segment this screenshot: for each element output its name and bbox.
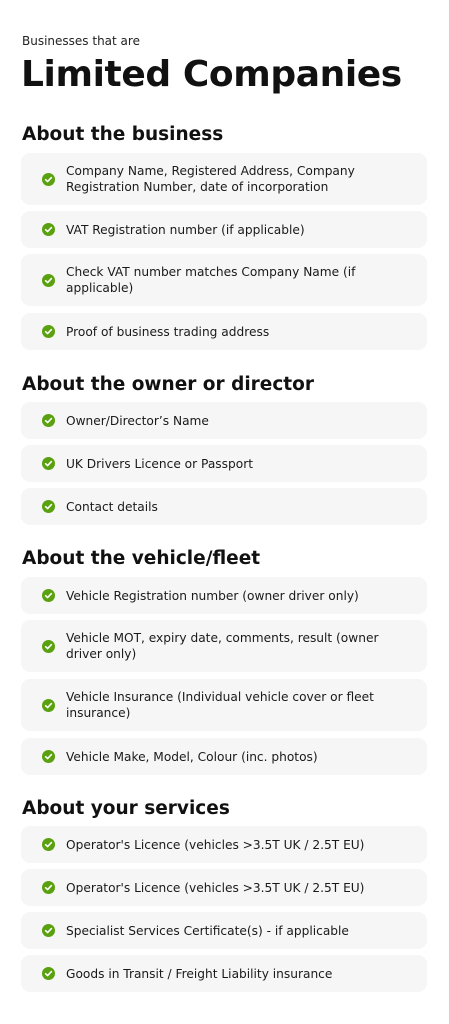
check-icon bbox=[42, 967, 55, 980]
section-heading-business: About the business bbox=[22, 124, 224, 145]
list-item bbox=[21, 402, 427, 439]
section-heading-services: About your services bbox=[22, 798, 230, 819]
list-item bbox=[21, 826, 427, 863]
list-item-label: Goods in Transit / Freight Liability insurance bbox=[66, 966, 333, 981]
list-item-label: Specialist Services Certificate(s) - if applicable bbox=[66, 923, 349, 938]
list-item-label: Operator's Licence (vehicles >3.5T UK / 2.5T EU) bbox=[66, 880, 365, 895]
section-heading-vehicle: About the vehicle/fleet bbox=[22, 548, 261, 569]
list-item bbox=[21, 445, 427, 482]
list-item bbox=[21, 620, 427, 672]
check-icon bbox=[42, 173, 55, 186]
list-item-label: Operator's Licence (vehicles >3.5T UK / 2.5T EU) bbox=[66, 837, 365, 852]
check-icon bbox=[42, 699, 55, 712]
list-item-label: Vehicle MOT, expiry date, comments, result (owner driver only) bbox=[66, 631, 379, 661]
list-item-label: Proof of business trading address bbox=[66, 324, 270, 339]
list-item bbox=[21, 153, 427, 205]
check-icon bbox=[42, 414, 55, 427]
list-item bbox=[21, 211, 427, 248]
check-icon bbox=[42, 924, 55, 937]
check-icon bbox=[42, 274, 55, 287]
list-item bbox=[21, 254, 427, 306]
list-item bbox=[21, 912, 427, 949]
check-icon bbox=[42, 223, 55, 236]
list-item bbox=[21, 488, 427, 525]
list-item bbox=[21, 313, 427, 350]
page-title: Limited Companies bbox=[21, 54, 402, 95]
list-item bbox=[21, 869, 427, 906]
list-item-label: Vehicle Registration number (owner driver only) bbox=[66, 588, 359, 603]
list-item-label: UK Drivers Licence or Passport bbox=[66, 456, 253, 471]
list-item-label: Contact details bbox=[66, 499, 158, 514]
list-item bbox=[21, 955, 427, 992]
list-item-label: Owner/Director’s Name bbox=[66, 413, 209, 428]
check-icon bbox=[42, 838, 55, 851]
pre-title: Businesses that are bbox=[22, 34, 140, 48]
check-icon bbox=[42, 881, 55, 894]
list-item-label: Company Name, Registered Address, Company Registration Number, date of incorporation bbox=[66, 164, 355, 194]
check-icon bbox=[42, 500, 55, 513]
list-item-label: Check VAT number matches Company Name (if applicable) bbox=[66, 265, 356, 295]
check-icon bbox=[42, 457, 55, 470]
check-icon bbox=[42, 325, 55, 338]
check-icon bbox=[42, 750, 55, 763]
list-item-label: VAT Registration number (if applicable) bbox=[66, 222, 305, 237]
section-heading-owner: About the owner or director bbox=[22, 374, 314, 395]
list-item bbox=[21, 679, 427, 731]
check-icon bbox=[42, 589, 55, 602]
list-item bbox=[21, 738, 427, 775]
list-item bbox=[21, 577, 427, 614]
list-item-label: Vehicle Make, Model, Colour (inc. photos) bbox=[66, 749, 318, 764]
check-icon bbox=[42, 640, 55, 653]
list-item-label: Vehicle Insurance (Individual vehicle cover or fleet insurance) bbox=[66, 690, 374, 720]
